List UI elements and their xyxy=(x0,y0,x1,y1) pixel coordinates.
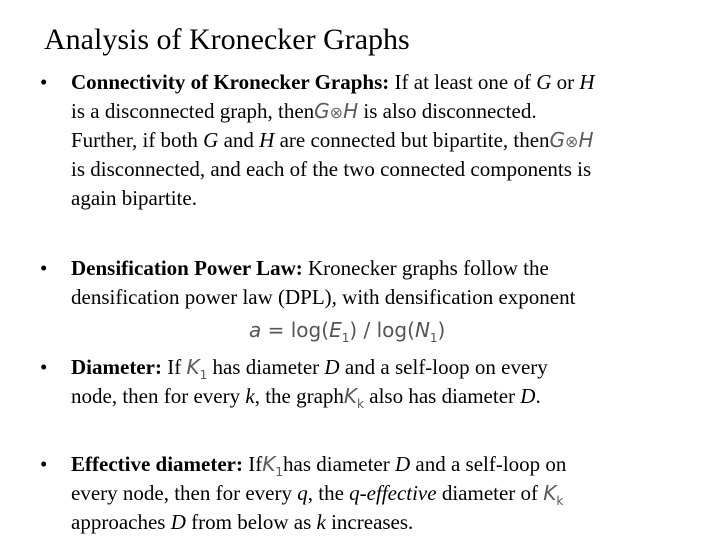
densification-exponent-formula: $a = \log(E_1) / \log(N_1)$ xyxy=(249,318,446,345)
bullet-marker: • xyxy=(40,256,48,280)
densification-heading: Densification Power Law: xyxy=(71,256,303,280)
connectivity-line-3: Further, if both G and H are connected but bipartite, thenG⊗H xyxy=(71,128,594,152)
kk-symbol: $K_k$ xyxy=(343,384,364,411)
diameter-heading: Diameter: xyxy=(71,355,162,379)
bullet-effective-diameter xyxy=(40,450,700,537)
effective-line-1: Effective diameter: IfK$_1$has diameter D and a self-loop on xyxy=(71,452,567,479)
bullet-marker: • xyxy=(40,452,48,476)
effective-line-3: approaches D from below as k increases. xyxy=(71,510,414,534)
k1-symbol: $K_1$ xyxy=(262,452,284,479)
otimes-icon: ⊗ xyxy=(565,132,579,151)
connectivity-line-2: is a disconnected graph, thenG⊗H is also disconnected. xyxy=(71,99,537,123)
diameter-line-2: node, then for every k, the graphK$_k$ also has diameter D. xyxy=(71,384,541,411)
connectivity-line-4: is disconnected, and each of the two connected components is xyxy=(71,157,592,181)
diameter-line-1: Diameter: If $K_1$ has diameter D and a self-loop on every xyxy=(71,355,548,382)
kronecker-product-g-h: G⊗H xyxy=(314,99,359,123)
bullet-diameter xyxy=(40,353,700,411)
effective-heading: Effective diameter: xyxy=(71,452,243,476)
connectivity-line-5: again bipartite. xyxy=(71,186,197,210)
bullet-connectivity xyxy=(40,68,700,213)
connectivity-line-1: Connectivity of Kronecker Graphs: If at least one of G or H xyxy=(71,70,595,94)
k1-symbol: $K_1$ xyxy=(186,355,208,382)
densification-line-2: densification power law (DPL), with densification exponent xyxy=(71,285,576,309)
kk-symbol: $K_k$ xyxy=(543,481,564,508)
densification-line-1: Densification Power Law: Kronecker graphs follow the xyxy=(71,256,549,280)
kronecker-product-g-h: G⊗H xyxy=(549,128,594,152)
bullet-densification xyxy=(40,254,700,312)
slide-title: Analysis of Kronecker Graphs xyxy=(44,23,410,56)
connectivity-heading: Connectivity of Kronecker Graphs: xyxy=(71,70,390,94)
effective-line-2: every node, then for every q, the q-effective diameter of $K_k$ xyxy=(71,481,564,508)
otimes-icon: ⊗ xyxy=(329,103,344,122)
bullet-marker: • xyxy=(40,355,48,379)
bullet-marker: • xyxy=(40,70,48,94)
